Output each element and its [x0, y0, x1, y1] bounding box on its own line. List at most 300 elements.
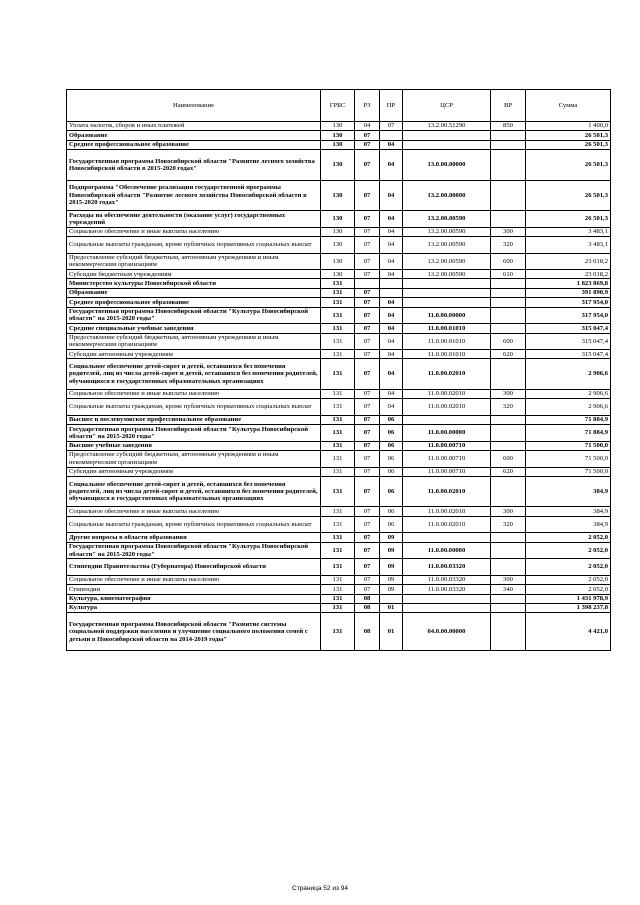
table-row: [67, 603, 611, 612]
row-sum: 384,9: [526, 507, 611, 516]
row-grbs: 131: [321, 613, 355, 651]
table-row: [67, 237, 611, 254]
row-pr: 01: [380, 603, 403, 612]
table-row: [67, 288, 611, 297]
table-row: [67, 131, 611, 140]
row-grbs: 130: [321, 131, 355, 140]
table-row: [67, 324, 611, 333]
row-vr: [491, 613, 526, 651]
row-csr: 13.2.00.00590: [403, 211, 491, 228]
row-rz: [355, 279, 380, 288]
row-sum: 391 890,9: [526, 288, 611, 297]
row-pr: 06: [380, 516, 403, 533]
row-name: Расходы на обеспечение деятельности (оказание услуг) государственных учреждений: [67, 211, 321, 228]
row-name: Стипендии: [67, 585, 321, 594]
row-pr: 04: [380, 307, 403, 324]
row-pr: [380, 279, 403, 288]
row-rz: 07: [355, 324, 380, 333]
table-row: [67, 140, 611, 149]
header-grbs: ГРБС: [321, 90, 355, 122]
row-csr: 13.2.00.00590: [403, 270, 491, 279]
row-vr: [491, 415, 526, 424]
row-name: Средние специальные учебные заведения: [67, 324, 321, 333]
row-name: Государственная программа Новосибирской области "Культура Новосибирской области" на 2015-2020 годы": [67, 307, 321, 324]
row-vr: [491, 298, 526, 307]
row-vr: [491, 140, 526, 149]
row-name: Предоставление субсидий бюджетным, автономным учреждениям и иным некоммерческим организациям: [67, 451, 321, 468]
row-rz: 07: [355, 253, 380, 270]
row-rz: 07: [355, 575, 380, 584]
row-sum: 384,9: [526, 516, 611, 533]
table-row: [67, 559, 611, 576]
table-row: [67, 227, 611, 236]
table-row: [67, 150, 611, 181]
row-vr: [491, 533, 526, 542]
row-vr: [491, 476, 526, 507]
row-csr: 04.0.00.00000: [403, 613, 491, 651]
row-vr: 300: [491, 227, 526, 236]
row-rz: 07: [355, 533, 380, 542]
row-pr: 01: [380, 613, 403, 651]
row-csr: 11.0.00.00000: [403, 307, 491, 324]
row-vr: [491, 594, 526, 603]
row-rz: 07: [355, 131, 380, 140]
row-csr: [403, 603, 491, 612]
row-csr: 11.0.00.00000: [403, 425, 491, 442]
row-name: Предоставление субсидий бюджетным, автономным учреждениям и иным некоммерческим организациям: [67, 253, 321, 270]
row-pr: 07: [380, 122, 403, 131]
row-rz: 07: [355, 542, 380, 559]
row-grbs: 131: [321, 575, 355, 584]
row-sum: 315 047,4: [526, 324, 611, 333]
table-row: [67, 333, 611, 350]
row-name: Культура: [67, 603, 321, 612]
row-csr: 13.2.00.00590: [403, 237, 491, 254]
row-pr: 04: [380, 180, 403, 211]
row-vr: 320: [491, 237, 526, 254]
row-grbs: 131: [321, 279, 355, 288]
row-sum: 3 483,1: [526, 227, 611, 236]
row-rz: 07: [355, 476, 380, 507]
row-rz: 07: [355, 140, 380, 149]
row-vr: [491, 180, 526, 211]
row-grbs: 131: [321, 389, 355, 398]
row-sum: 26 501,3: [526, 131, 611, 140]
row-pr: 04: [380, 211, 403, 228]
row-vr: 620: [491, 467, 526, 476]
row-csr: 11.0.00.03320: [403, 575, 491, 584]
row-vr: 300: [491, 575, 526, 584]
row-pr: 04: [380, 333, 403, 350]
row-grbs: 131: [321, 516, 355, 533]
row-grbs: 130: [321, 122, 355, 131]
row-pr: 04: [380, 150, 403, 181]
row-sum: 1 823 869,8: [526, 279, 611, 288]
row-vr: 620: [491, 350, 526, 359]
row-csr: 11.0.00.02010: [403, 399, 491, 416]
row-grbs: 131: [321, 288, 355, 297]
table-row: [67, 279, 611, 288]
row-sum: 3 483,1: [526, 237, 611, 254]
row-csr: 13.2.00.00000: [403, 180, 491, 211]
row-vr: 850: [491, 122, 526, 131]
row-vr: 300: [491, 507, 526, 516]
row-sum: 2 052,0: [526, 559, 611, 576]
row-pr: [380, 594, 403, 603]
row-name: Социальное обеспечение и иные выплаты населению: [67, 507, 321, 516]
row-sum: 384,9: [526, 476, 611, 507]
table-row: [67, 211, 611, 228]
row-sum: 2 906,6: [526, 399, 611, 416]
row-vr: [491, 441, 526, 450]
row-rz: 07: [355, 227, 380, 236]
table-row: [67, 542, 611, 559]
table-row: [67, 594, 611, 603]
row-name: Культура, кинематография: [67, 594, 321, 603]
row-name: Высшие учебные заведения: [67, 441, 321, 450]
row-grbs: 131: [321, 451, 355, 468]
row-name: Высшее и послевузовское профессиональное образование: [67, 415, 321, 424]
row-rz: 07: [355, 288, 380, 297]
row-grbs: 131: [321, 467, 355, 476]
row-vr: 600: [491, 253, 526, 270]
table-row: [67, 533, 611, 542]
row-pr: 09: [380, 585, 403, 594]
row-csr: [403, 288, 491, 297]
row-sum: 71 500,0: [526, 451, 611, 468]
table-row: [67, 507, 611, 516]
row-sum: 317 954,0: [526, 298, 611, 307]
row-pr: [380, 131, 403, 140]
row-vr: 600: [491, 333, 526, 350]
row-vr: [491, 279, 526, 288]
row-vr: [491, 324, 526, 333]
row-vr: [491, 425, 526, 442]
row-sum: 71 500,0: [526, 441, 611, 450]
row-sum: 71 884,9: [526, 425, 611, 442]
row-pr: 04: [380, 324, 403, 333]
row-pr: 06: [380, 507, 403, 516]
budget-table-page: [66, 89, 610, 651]
row-pr: [380, 288, 403, 297]
table-row: [67, 359, 611, 390]
row-name: Социальные выплаты гражданам, кроме публичных нормативных социальных выплат: [67, 516, 321, 533]
row-grbs: 130: [321, 150, 355, 181]
row-pr: 04: [380, 399, 403, 416]
row-csr: [403, 298, 491, 307]
row-vr: [491, 150, 526, 181]
row-rz: 07: [355, 451, 380, 468]
row-pr: 04: [380, 270, 403, 279]
header-sum: Сумма: [526, 90, 611, 122]
row-rz: 07: [355, 467, 380, 476]
row-pr: 04: [380, 350, 403, 359]
row-name: Социальное обеспечение детей-сирот и детей, оставшихся без попечения родителей, лиц из числа детей-сирот и детей, оставшихся без попечения родителей, обучающихся в государственных образовательных организациях: [67, 476, 321, 507]
row-pr: 06: [380, 451, 403, 468]
row-pr: 09: [380, 559, 403, 576]
table-body: [67, 122, 611, 651]
table-row: [67, 389, 611, 398]
row-sum: 2 906,6: [526, 389, 611, 398]
row-pr: 04: [380, 389, 403, 398]
row-grbs: 130: [321, 140, 355, 149]
row-grbs: 130: [321, 227, 355, 236]
row-grbs: 131: [321, 399, 355, 416]
header-vr: ВР: [491, 90, 526, 122]
row-vr: [491, 359, 526, 390]
row-rz: 07: [355, 516, 380, 533]
row-rz: 07: [355, 441, 380, 450]
table-row: [67, 307, 611, 324]
row-csr: 11.0.00.03320: [403, 559, 491, 576]
row-pr: 09: [380, 533, 403, 542]
row-csr: [403, 415, 491, 424]
row-sum: 23 018,2: [526, 253, 611, 270]
row-sum: 1 431 978,9: [526, 594, 611, 603]
row-name: Субсидии автономным учреждениям: [67, 467, 321, 476]
row-rz: 07: [355, 180, 380, 211]
row-vr: 610: [491, 270, 526, 279]
row-sum: 317 954,0: [526, 307, 611, 324]
row-vr: [491, 603, 526, 612]
row-name: Субсидии автономным учреждениям: [67, 350, 321, 359]
table-row: [67, 415, 611, 424]
row-rz: 07: [355, 415, 380, 424]
table-row: [67, 516, 611, 533]
row-pr: 04: [380, 359, 403, 390]
row-grbs: 131: [321, 350, 355, 359]
table-row: [67, 298, 611, 307]
row-sum: 26 501,3: [526, 150, 611, 181]
row-vr: 340: [491, 585, 526, 594]
row-vr: [491, 131, 526, 140]
page-number: Страница 52 из 94: [292, 885, 348, 892]
row-grbs: 131: [321, 507, 355, 516]
row-name: Социальное обеспечение детей-сирот и детей, оставшихся без попечения родителей, лиц из числа детей-сирот и детей, оставшихся без попечения родителей, обучающихся в государственных образовательных организациях: [67, 359, 321, 390]
row-grbs: 130: [321, 253, 355, 270]
row-rz: 07: [355, 399, 380, 416]
row-vr: [491, 307, 526, 324]
row-name: Подпрограмма "Обеспечение реализации государственной программы Новосибирской области "Развитие лесного хозяйства Новосибирской области в 2015-2020 годах": [67, 180, 321, 211]
row-grbs: 131: [321, 594, 355, 603]
row-sum: 315 047,4: [526, 350, 611, 359]
table-row: [67, 613, 611, 651]
row-csr: 11.0.00.00710: [403, 441, 491, 450]
row-grbs: 131: [321, 559, 355, 576]
row-grbs: 131: [321, 298, 355, 307]
row-vr: 600: [491, 451, 526, 468]
row-grbs: 130: [321, 270, 355, 279]
row-csr: 11.0.00.01010: [403, 333, 491, 350]
row-csr: 11.0.00.02010: [403, 359, 491, 390]
row-name: Социальное обеспечение и иные выплаты населению: [67, 389, 321, 398]
row-rz: 07: [355, 270, 380, 279]
row-name: Государственная программа Новосибирской области "Культура Новосибирской области" на 2015-2020 годы": [67, 425, 321, 442]
row-name: Государственная программа Новосибирской области "Развитие системы социальной поддержки населения и улучшение социального положения семей с детьми в Новосибирской области на 2014-2019 годы": [67, 613, 321, 651]
row-csr: 11.0.00.03320: [403, 585, 491, 594]
row-sum: 71 500,0: [526, 467, 611, 476]
table-row: [67, 575, 611, 584]
row-grbs: 131: [321, 585, 355, 594]
row-pr: 06: [380, 476, 403, 507]
row-grbs: 131: [321, 425, 355, 442]
row-rz: 07: [355, 559, 380, 576]
row-vr: 320: [491, 516, 526, 533]
table-header: [67, 90, 611, 122]
table-row: [67, 399, 611, 416]
row-csr: 11.0.00.02010: [403, 476, 491, 507]
row-rz: 07: [355, 389, 380, 398]
row-rz: 08: [355, 603, 380, 612]
row-rz: 07: [355, 307, 380, 324]
row-csr: [403, 533, 491, 542]
row-grbs: 131: [321, 324, 355, 333]
row-rz: 07: [355, 237, 380, 254]
row-rz: 07: [355, 150, 380, 181]
row-name: Министерство культуры Новосибирской области: [67, 279, 321, 288]
row-name: Среднее профессиональное образование: [67, 298, 321, 307]
row-pr: 04: [380, 140, 403, 149]
row-sum: 1 400,0: [526, 122, 611, 131]
row-grbs: 131: [321, 441, 355, 450]
row-pr: 04: [380, 237, 403, 254]
budget-table: [66, 89, 611, 651]
row-csr: [403, 131, 491, 140]
row-grbs: 131: [321, 533, 355, 542]
row-csr: 11.0.00.02010: [403, 389, 491, 398]
table-row: [67, 467, 611, 476]
row-name: Социальное обеспечение и иные выплаты населению: [67, 575, 321, 584]
row-grbs: 130: [321, 237, 355, 254]
row-rz: 07: [355, 298, 380, 307]
row-csr: 11.0.00.00710: [403, 451, 491, 468]
row-csr: 13.2.00.00590: [403, 253, 491, 270]
table-row: [67, 270, 611, 279]
row-pr: 04: [380, 227, 403, 236]
row-rz: 07: [355, 350, 380, 359]
table-row: [67, 476, 611, 507]
header-rz: РЗ: [355, 90, 380, 122]
row-name: Другие вопросы в области образования: [67, 533, 321, 542]
row-vr: 300: [491, 389, 526, 398]
row-rz: 07: [355, 333, 380, 350]
row-pr: 09: [380, 575, 403, 584]
row-rz: 08: [355, 613, 380, 651]
row-rz: 07: [355, 359, 380, 390]
table-row: [67, 122, 611, 131]
row-name: Субсидии бюджетным учреждениям: [67, 270, 321, 279]
row-name: Социальные выплаты гражданам, кроме публичных нормативных социальных выплат: [67, 237, 321, 254]
row-csr: 11.0.00.02010: [403, 516, 491, 533]
row-csr: 13.2.00.00590: [403, 227, 491, 236]
row-vr: [491, 288, 526, 297]
row-rz: 07: [355, 585, 380, 594]
row-csr: [403, 594, 491, 603]
row-vr: [491, 211, 526, 228]
row-sum: 2 052,0: [526, 575, 611, 584]
row-sum: 4 421,0: [526, 613, 611, 651]
header-csr: ЦСР: [403, 90, 491, 122]
row-sum: 2 052,0: [526, 533, 611, 542]
row-csr: 11.0.00.01010: [403, 350, 491, 359]
row-csr: [403, 279, 491, 288]
row-rz: 04: [355, 122, 380, 131]
row-csr: [403, 140, 491, 149]
header-name: Наименование: [67, 90, 321, 122]
row-name: Среднее профессиональное образование: [67, 140, 321, 149]
row-sum: 26 501,3: [526, 180, 611, 211]
row-sum: 71 884,9: [526, 415, 611, 424]
row-sum: 26 501,3: [526, 211, 611, 228]
row-name: Государственная программа Новосибирской области "Культура Новосибирской области" на 2015-2020 годы": [67, 542, 321, 559]
row-sum: 1 398 237,8: [526, 603, 611, 612]
row-name: Образование: [67, 131, 321, 140]
row-name: Уплата налогов, сборов и иных платежей: [67, 122, 321, 131]
row-grbs: 131: [321, 415, 355, 424]
row-name: Государственная программа Новосибирской области "Развитие лесного хозяйства Новосибирской области в 2015-2020 годах": [67, 150, 321, 181]
row-grbs: 131: [321, 359, 355, 390]
row-sum: 315 047,4: [526, 333, 611, 350]
table-row: [67, 451, 611, 468]
row-grbs: 131: [321, 307, 355, 324]
row-grbs: 131: [321, 333, 355, 350]
row-grbs: 131: [321, 476, 355, 507]
row-grbs: 130: [321, 180, 355, 211]
row-rz: 07: [355, 211, 380, 228]
row-grbs: 130: [321, 211, 355, 228]
row-pr: 06: [380, 467, 403, 476]
row-sum: 2 052,0: [526, 585, 611, 594]
row-rz: 07: [355, 425, 380, 442]
table-row: [67, 585, 611, 594]
row-csr: 13.2.00.51290: [403, 122, 491, 131]
row-csr: 11.0.00.00000: [403, 542, 491, 559]
row-sum: 26 501,3: [526, 140, 611, 149]
row-pr: 06: [380, 441, 403, 450]
row-vr: [491, 542, 526, 559]
table-row: [67, 350, 611, 359]
row-name: Предоставление субсидий бюджетным, автономным учреждениям и иным некоммерческим организациям: [67, 333, 321, 350]
row-pr: 04: [380, 298, 403, 307]
row-pr: 06: [380, 415, 403, 424]
row-name: Социальные выплаты гражданам, кроме публичных нормативных социальных выплат: [67, 399, 321, 416]
row-sum: 2 052,0: [526, 542, 611, 559]
table-row: [67, 441, 611, 450]
row-csr: 11.0.00.00710: [403, 467, 491, 476]
table-row: [67, 425, 611, 442]
row-pr: 09: [380, 542, 403, 559]
row-pr: 04: [380, 253, 403, 270]
row-grbs: 131: [321, 603, 355, 612]
row-vr: 320: [491, 399, 526, 416]
row-csr: 13.0.00.00000: [403, 150, 491, 181]
row-rz: 07: [355, 507, 380, 516]
header-pr: ПР: [380, 90, 403, 122]
row-sum: 23 018,2: [526, 270, 611, 279]
table-row: [67, 253, 611, 270]
row-csr: 11.0.00.01010: [403, 324, 491, 333]
row-vr: [491, 559, 526, 576]
row-csr: 11.0.00.02010: [403, 507, 491, 516]
row-pr: 06: [380, 425, 403, 442]
row-grbs: 131: [321, 542, 355, 559]
table-row: [67, 180, 611, 211]
row-name: Социальное обеспечение и иные выплаты населению: [67, 227, 321, 236]
row-name: Стипендии Правительства (Губернатора) Новосибирской области: [67, 559, 321, 576]
row-sum: 2 906,6: [526, 359, 611, 390]
row-name: Образование: [67, 288, 321, 297]
row-rz: 08: [355, 594, 380, 603]
